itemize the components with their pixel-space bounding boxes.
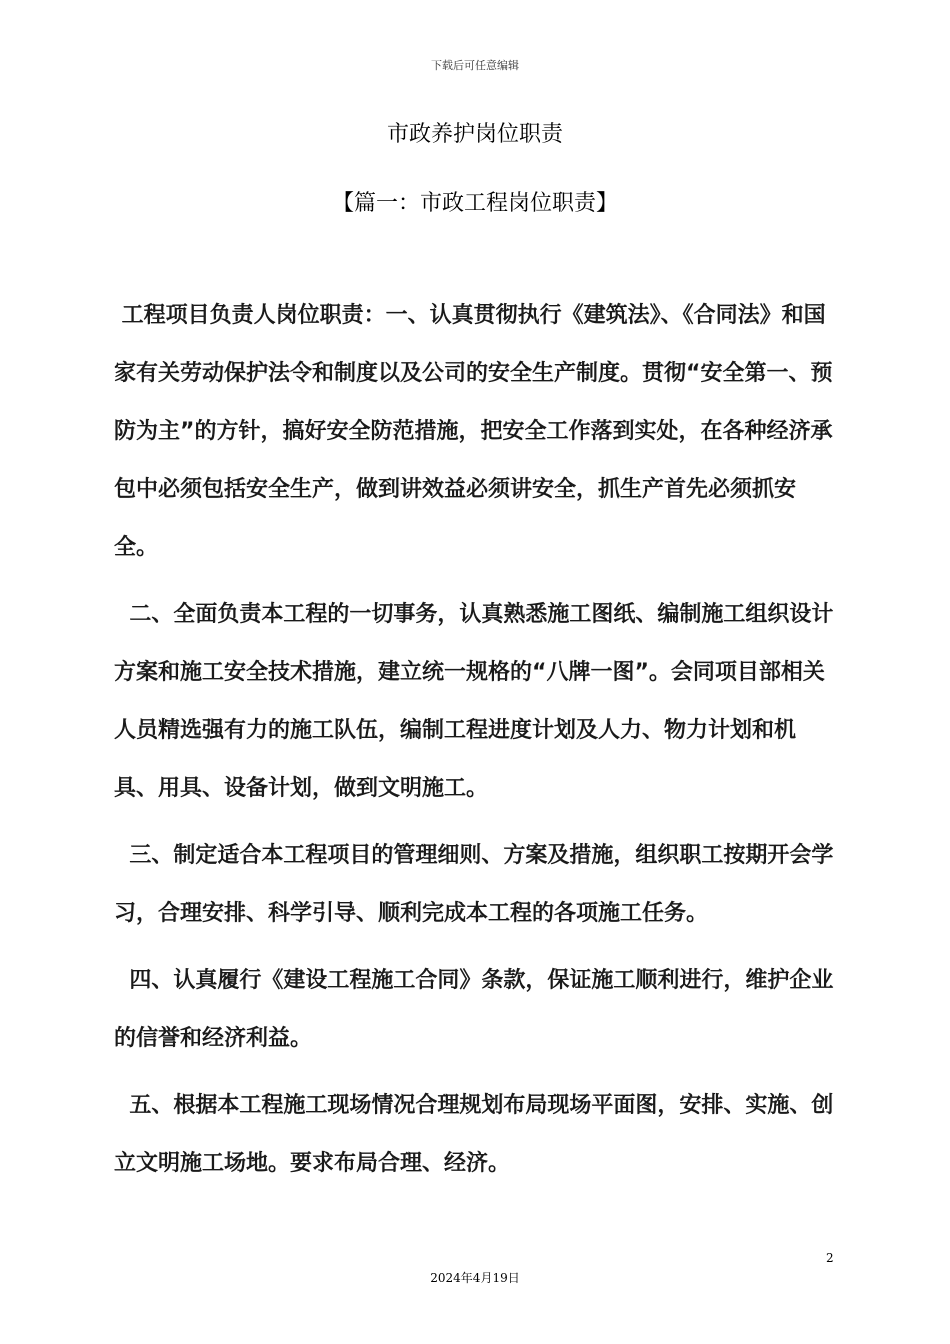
paragraph-1: 工程项目负责人岗位职责：一、认真贯彻执行《建筑法》、《合同法》和国家有关劳动保护法令和制度以及公司的安全生产制度。贯彻“安全第一、预防为主”的方针，搞好安全防范措施，把安全工作落到实处，在各种经济承包中必须包括安全生产，做到讲效益必须讲安全，抓生产首先必须抓安全。 [114, 303, 833, 560]
paragraph-2: 二、全面负责本工程的一切事务，认真熟悉施工图纸、编制施工组织设计方案和施工安全技术措施，建立统一规格的“八牌一图”。会同项目部相关人员精选强有力的施工队伍，编制工程进度计划及人力、物力计划和机具、用具、设备计划，做到文明施工。 [114, 602, 834, 801]
document-title: 市政养护岗位职责 [386, 122, 563, 147]
header-note: 下载后可任意编辑 [431, 59, 519, 72]
paragraph-5: 五、根据本工程施工现场情况合理规划布局现场平面图，安排、实施、创立文明施工场地。要求布局合理、经济。 [114, 1093, 834, 1176]
page-number: 2 [826, 1251, 834, 1265]
footer-date: 2024年4月19日 [430, 1271, 520, 1285]
document-subtitle: 【篇一：市政工程岗位职责】 [331, 191, 618, 216]
paragraph-3: 三、制定适合本工程项目的管理细则、方案及措施，组织职工按期开会学习，合理安排、科学引导、顺利完成本工程的各项施工任务。 [114, 843, 834, 926]
document-body [114, 287, 834, 1202]
paragraph-4: 四、认真履行《建设工程施工合同》条款，保证施工顺利进行，维护企业的信誉和经济利益。 [114, 968, 834, 1051]
